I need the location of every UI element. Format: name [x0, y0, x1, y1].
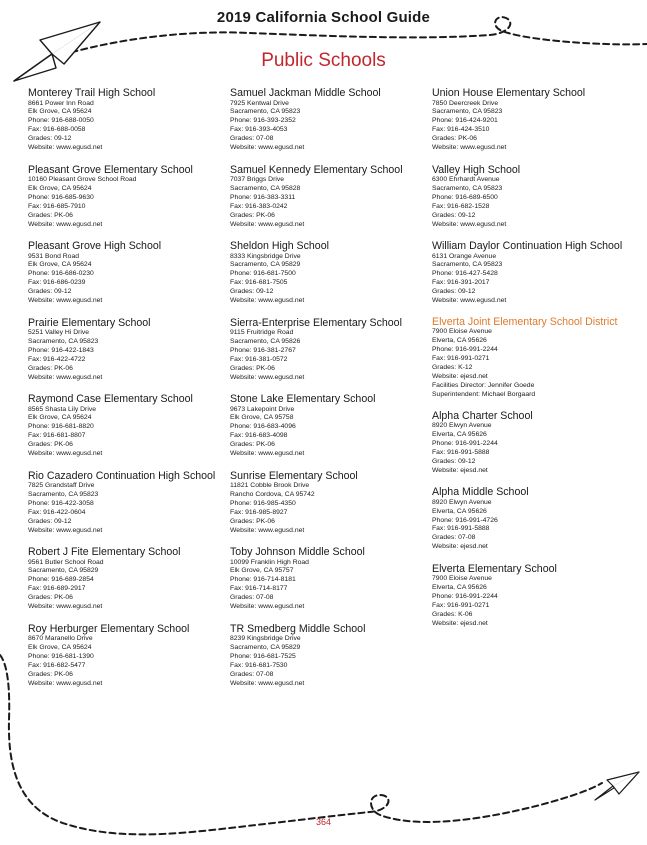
- school-name: Stone Lake Elementary School: [230, 393, 376, 405]
- school-entry: [230, 393, 430, 470]
- school-detail-line: Phone: 916-714-8181: [230, 576, 296, 584]
- school-detail-line: Grades: 09-12: [432, 457, 476, 465]
- school-detail-line: Phone: 916-681-7525: [230, 652, 296, 660]
- school-detail-line: Website: www.egusd.net: [230, 679, 305, 687]
- school-name: Valley High School: [432, 163, 521, 176]
- school-name: Monterey Trail High School: [28, 87, 156, 99]
- school-detail-line: 8565 Shasta Lily Drive: [28, 405, 97, 413]
- school-detail-line: Grades: 07-08: [230, 135, 274, 143]
- district-entry: [432, 316, 642, 400]
- school-detail-line: 6300 Ehrhardt Avenue: [432, 176, 500, 183]
- column-1: [28, 87, 228, 699]
- school-detail-line: Elverta, CA 95626: [432, 584, 487, 592]
- school-detail-line: 8239 Kingsbridge Drive: [230, 635, 301, 642]
- school-detail-line: Website: ejesd.net: [432, 372, 488, 380]
- school-detail-line: Phone: 916-683-4096: [230, 423, 296, 431]
- school-name: Pleasant Grove Elementary School: [28, 163, 193, 176]
- school-detail-line: Phone: 916-688-0050: [28, 117, 94, 125]
- school-detail-line: Fax: 916-991-0271: [432, 601, 490, 609]
- school-detail-line: Grades: PK-06: [230, 517, 275, 525]
- school-detail-line: Website: ejesd.net: [432, 466, 488, 474]
- school-detail-line: Phone: 916-424-9201: [432, 117, 498, 125]
- school-detail-line: Fax: 916-681-7530: [230, 661, 288, 669]
- school-detail-line: Rancho Cordova, CA 95742: [230, 490, 315, 498]
- school-detail-line: 9531 Bond Road: [28, 252, 80, 260]
- school-detail-line: Sacramento, CA 95829: [28, 567, 99, 575]
- school-detail-line: Website: www.egusd.net: [28, 297, 103, 305]
- school-detail-line: Website: www.egusd.net: [230, 373, 305, 381]
- school-detail-line: Grades: PK-06: [28, 441, 73, 449]
- school-detail-line: 5251 Valley Hi Drive: [28, 329, 90, 336]
- school-detail-line: 10160 Pleasant Grove School Road: [28, 176, 137, 183]
- school-detail-line: Grades: PK-06: [230, 211, 275, 219]
- school-detail-line: Grades: 07-08: [230, 594, 274, 602]
- school-detail-line: Grades: PK-06: [230, 364, 275, 372]
- school-entry: [230, 87, 430, 164]
- school-detail-line: 7850 Deercreek Drive: [432, 99, 499, 107]
- school-detail-line: Website: www.egusd.net: [28, 220, 103, 228]
- school-detail-line: Fax: 916-424-3510: [432, 126, 490, 134]
- school-detail-line: Fax: 916-991-5888: [432, 525, 490, 533]
- school-detail-line: Fax: 916-681-7505: [230, 279, 288, 287]
- school-detail-line: Fax: 916-688-0058: [28, 126, 86, 134]
- school-detail-line: Website: www.egusd.net: [432, 144, 507, 152]
- school-detail-line: 7925 Kentwal Drive: [230, 99, 289, 107]
- school-detail-line: Grades: PK-06: [28, 364, 73, 372]
- school-detail-line: Superintendent: Michael Borgaard: [432, 390, 536, 398]
- school-detail-line: Phone: 916-681-7500: [230, 270, 296, 278]
- school-detail-line: Sacramento, CA 95823: [28, 337, 99, 345]
- school-name: Roy Herburger Elementary School: [28, 622, 190, 635]
- school-name: Toby Johnson Middle School: [230, 546, 365, 558]
- school-detail-line: 9673 Lakepoint Drive: [230, 405, 295, 413]
- school-detail-line: Fax: 916-985-8927: [230, 508, 288, 516]
- school-detail-line: Grades: PK-06: [28, 211, 73, 219]
- school-detail-line: Elverta, CA 95626: [432, 337, 487, 345]
- school-entry: [28, 87, 228, 164]
- school-detail-line: 9561 Butler School Road: [28, 558, 104, 566]
- school-detail-line: Fax: 916-685-7910: [28, 202, 86, 210]
- section-title: Public Schools: [261, 50, 386, 71]
- school-detail-line: Phone: 916-383-3311: [230, 193, 296, 201]
- school-detail-line: Phone: 916-686-0230: [28, 270, 94, 278]
- school-detail-line: Phone: 916-991-4726: [432, 516, 498, 524]
- school-name: William Daylor Continuation High School: [432, 240, 623, 252]
- school-name: Alpha Middle School: [432, 486, 529, 499]
- school-detail-line: 8661 Power Inn Road: [28, 99, 94, 107]
- school-name: Rio Cazadero Continuation High School: [28, 469, 216, 482]
- school-detail-line: Fax: 916-383-0242: [230, 202, 288, 210]
- school-detail-line: Elk Grove, CA 95758: [230, 414, 294, 422]
- school-detail-line: Sacramento, CA 95823: [28, 490, 99, 498]
- school-detail-line: 7825 Grandstaff Drive: [28, 482, 95, 489]
- school-detail-line: Fax: 916-991-0271: [432, 355, 490, 363]
- school-detail-line: Fax: 916-991-5888: [432, 448, 490, 456]
- school-entry: [432, 87, 642, 164]
- school-detail-line: Phone: 916-689-6500: [432, 193, 498, 201]
- school-detail-line: Grades: 09-12: [230, 288, 274, 296]
- school-detail-line: 7037 Briggs Drive: [230, 176, 285, 183]
- paper-plane-bottom-icon: [593, 768, 641, 802]
- school-detail-line: Phone: 916-991-2244: [432, 346, 498, 354]
- school-entry: [28, 546, 228, 623]
- school-detail-line: Grades: PK-06: [432, 135, 477, 143]
- school-entry: [28, 623, 228, 700]
- school-detail-line: Fax: 916-683-4098: [230, 432, 288, 440]
- school-detail-line: Sacramento, CA 95823: [432, 261, 503, 269]
- school-detail-line: Sacramento, CA 95828: [230, 184, 301, 192]
- school-detail-line: Phone: 916-689-2854: [28, 576, 94, 584]
- school-entry: [432, 410, 642, 487]
- school-detail-line: 6131 Orange Avenue: [432, 252, 497, 260]
- school-entry: [230, 240, 430, 317]
- school-entry: [28, 317, 228, 394]
- school-detail-line: Sacramento, CA 95823: [432, 184, 503, 192]
- school-detail-line: Phone: 916-685-9630: [28, 193, 94, 201]
- school-name: TR Smedberg Middle School: [230, 622, 366, 635]
- school-detail-line: Phone: 916-985-4350: [230, 499, 296, 507]
- school-detail-line: Phone: 916-681-8820: [28, 423, 94, 431]
- school-detail-line: 7900 Eloise Avenue: [432, 328, 492, 336]
- school-detail-line: Fax: 916-681-8807: [28, 432, 86, 440]
- school-detail-line: Fax: 916-714-8177: [230, 585, 288, 593]
- school-detail-line: Fax: 916-689-2917: [28, 585, 86, 593]
- school-detail-line: Elk Grove, CA 95624: [28, 184, 92, 192]
- school-detail-line: 9115 Fruitridge Road: [230, 329, 294, 336]
- school-detail-line: Website: ejesd.net: [432, 619, 488, 627]
- school-detail-line: Elk Grove, CA 95624: [28, 108, 92, 116]
- school-detail-line: Phone: 916-991-2244: [432, 440, 498, 447]
- school-name: Robert J Fite Elementary School: [28, 546, 181, 558]
- school-detail-line: Fax: 916-682-5477: [28, 661, 86, 669]
- school-name: Sierra-Enterprise Elementary School: [230, 316, 402, 329]
- school-detail-line: Fax: 916-381-0572: [230, 355, 288, 363]
- school-detail-line: Phone: 916-681-1390: [28, 652, 94, 660]
- school-detail-line: Grades: K-12: [432, 364, 473, 372]
- school-detail-line: Phone: 916-991-2244: [432, 593, 498, 600]
- school-detail-line: Phone: 916-427-5428: [432, 270, 498, 278]
- school-entry: [432, 164, 642, 241]
- school-name: Sunrise Elementary School: [230, 469, 358, 482]
- school-detail-line: Website: www.egusd.net: [28, 526, 103, 534]
- school-name: Alpha Charter School: [432, 409, 533, 422]
- school-detail-line: Website: www.egusd.net: [432, 297, 507, 305]
- school-detail-line: Elk Grove, CA 95624: [28, 643, 92, 651]
- school-detail-line: Grades: PK-06: [28, 594, 73, 602]
- school-entry: [28, 240, 228, 317]
- school-detail-line: 8670 Maranello Drive: [28, 635, 93, 642]
- school-detail-line: Grades: K-06: [432, 610, 473, 618]
- column-2: [230, 87, 430, 699]
- school-name: Prairie Elementary School: [28, 316, 151, 329]
- school-detail-line: Sacramento, CA 95823: [432, 108, 503, 116]
- column-3: [432, 87, 642, 639]
- school-detail-line: Grades: PK-06: [28, 670, 73, 678]
- school-detail-line: Elk Grove, CA 95757: [230, 567, 294, 575]
- school-name: Raymond Case Elementary School: [28, 393, 193, 405]
- school-entry: [230, 546, 430, 623]
- school-detail-line: Grades: 07-08: [230, 670, 274, 678]
- school-detail-line: 8920 Elwyn Avenue: [432, 498, 492, 506]
- school-entry: [28, 470, 228, 547]
- school-detail-line: Grades: PK-06: [230, 441, 275, 449]
- school-detail-line: Website: www.egusd.net: [230, 144, 305, 152]
- school-detail-line: Phone: 916-422-3058: [28, 499, 94, 507]
- school-detail-line: Grades: 09-12: [432, 211, 476, 219]
- school-entry: [230, 317, 430, 394]
- school-detail-line: Sacramento, CA 95829: [230, 643, 301, 651]
- school-name: Samuel Kennedy Elementary School: [230, 163, 403, 176]
- school-detail-line: Sacramento, CA 95826: [230, 337, 301, 345]
- school-detail-line: Elverta, CA 95626: [432, 431, 487, 439]
- guide-title: 2019 California School Guide: [216, 9, 431, 26]
- school-detail-line: 7900 Eloise Avenue: [432, 575, 492, 583]
- school-detail-line: Phone: 916-393-2352: [230, 117, 296, 125]
- school-detail-line: Website: www.egusd.net: [28, 373, 103, 381]
- school-detail-line: Elk Grove, CA 95624: [28, 261, 92, 269]
- school-detail-line: 11821 Cobble Brook Drive: [230, 482, 310, 489]
- school-detail-line: Elk Grove, CA 95624: [28, 414, 92, 422]
- school-detail-line: Fax: 916-682-1528: [432, 202, 490, 210]
- school-detail-line: Facilities Director: Jennifer Goede: [432, 381, 535, 389]
- school-detail-line: Fax: 916-393-4053: [230, 126, 288, 134]
- school-detail-line: Fax: 916-422-0604: [28, 508, 86, 516]
- school-name: Elverta Elementary School: [432, 562, 557, 575]
- school-detail-line: 10099 Franklin High Road: [230, 558, 309, 566]
- school-name: Union House Elementary School: [432, 87, 586, 99]
- school-entry: [432, 563, 642, 640]
- school-detail-line: Fax: 916-391-2017: [432, 279, 490, 287]
- school-entry: [230, 164, 430, 241]
- school-detail-line: 8920 Elwyn Avenue: [432, 422, 492, 430]
- school-detail-line: Website: www.egusd.net: [28, 679, 103, 687]
- school-name: Sheldon High School: [230, 240, 329, 252]
- school-detail-line: Website: www.egusd.net: [28, 144, 103, 152]
- school-entry: [28, 164, 228, 241]
- school-detail-line: Website: ejesd.net: [432, 543, 488, 551]
- school-detail-line: Website: www.egusd.net: [28, 450, 103, 458]
- school-detail-line: 8333 Kingsbridge Drive: [230, 252, 301, 260]
- school-detail-line: Website: www.egusd.net: [230, 450, 305, 458]
- school-entry: [432, 486, 642, 563]
- school-detail-line: Phone: 916-381-2767: [230, 346, 296, 354]
- school-detail-line: Sacramento, CA 95829: [230, 261, 301, 269]
- school-detail-line: Phone: 916-422-1843: [28, 346, 94, 354]
- school-entry: [230, 470, 430, 547]
- school-entry: [28, 393, 228, 470]
- school-detail-line: Grades: 09-12: [432, 288, 476, 296]
- school-detail-line: Sacramento, CA 95823: [230, 108, 301, 116]
- school-detail-line: Website: www.egusd.net: [230, 220, 305, 228]
- school-detail-line: Elverta, CA 95626: [432, 507, 487, 515]
- school-detail-line: Grades: 09-12: [28, 135, 72, 143]
- school-name: Pleasant Grove High School: [28, 240, 162, 252]
- school-detail-line: Website: www.egusd.net: [28, 603, 103, 611]
- school-detail-line: Fax: 916-686-0239: [28, 279, 86, 287]
- school-detail-line: Website: www.egusd.net: [432, 220, 507, 228]
- school-detail-line: Website: www.egusd.net: [230, 297, 305, 305]
- school-detail-line: Fax: 916-422-4722: [28, 355, 86, 363]
- school-name: Samuel Jackman Middle School: [230, 87, 381, 99]
- district-name: Elverta Joint Elementary School District: [432, 315, 618, 328]
- school-detail-line: Grades: 09-12: [28, 288, 72, 296]
- school-detail-line: Grades: 09-12: [28, 517, 72, 525]
- school-entry: [230, 623, 430, 700]
- page-number: 364: [315, 817, 332, 827]
- school-detail-line: Website: www.egusd.net: [230, 603, 305, 611]
- school-detail-line: Grades: 07-08: [432, 534, 476, 542]
- school-entry: [432, 240, 642, 306]
- school-detail-line: Website: www.egusd.net: [230, 526, 305, 534]
